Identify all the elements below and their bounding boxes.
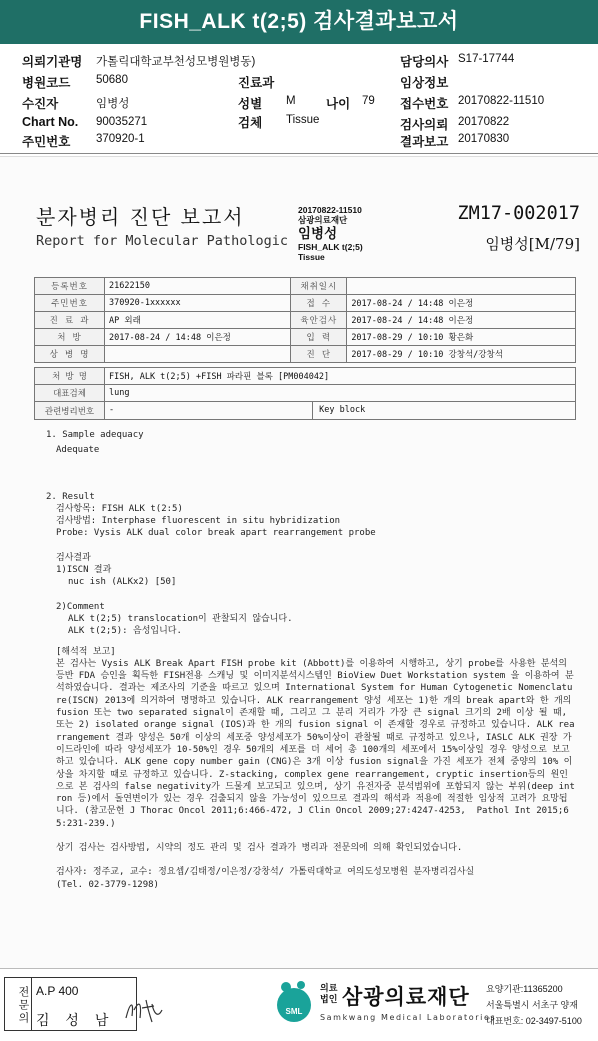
specialist-stamp-label: 전문의 [4,977,32,1031]
hospital-value: 가톨릭대학교부천성모병원병동) [96,56,256,68]
row-value-left: 21622150 [105,278,291,295]
ref-cell [105,402,576,420]
sex-value: M [286,95,296,107]
row-value-right: 2017-08-29 / 10:10 강창석/강창석 [347,346,576,363]
code-value: 50680 [96,74,128,86]
header-divider [0,153,598,154]
report-body [46,429,576,891]
test-method: 검사방법: Interphase fluorescent in situ hybridization [56,516,341,527]
doctor-label: 담당의사 [400,55,449,69]
report-patient: 임병성[M/79] [485,235,580,253]
sex-label: 성별 [238,97,263,111]
report-date-label: 결과보고 [400,135,449,149]
section-result-title: 2. Result [46,491,95,502]
ap-number: A.P 400 [36,984,79,998]
request-label: 검사의뢰 [400,118,449,132]
registration-row [35,312,576,329]
row-value-right: 2017-08-24 / 14:48 이은정 [347,312,576,329]
specialist-stamp [32,977,137,1031]
scanned-report [0,156,598,968]
row-label-right: 육안검사 [291,312,347,329]
row-label-right: 채취일시 [291,278,347,295]
row-value-left: 370920-1xxxxxx [105,295,291,312]
row-label-left: 진 료 과 [35,312,105,329]
label-specimen: Tissue [298,252,325,262]
age-value: 79 [362,95,375,107]
sml-logo-text: SML [285,1007,303,1016]
comment-line-2: ALK t(2;5): 음성입니다. [68,626,182,637]
row-label-right: 입 력 [291,329,347,346]
logo-name-en: Samkwang Medical Laboratories [320,1013,497,1022]
institution-code: 요양기관:11365200 [486,984,563,994]
receipt-value: 20170822-11510 [458,95,545,107]
specimen-label: 검체 [238,116,263,130]
row-label-right: 진 단 [291,346,347,363]
ref-label: 관련병리번호 [35,402,105,420]
result-title: 검사결과 [56,552,91,563]
row-label-left: 등록번호 [35,278,105,295]
specimen-value: Tissue [286,114,320,126]
doctor-value: S17-17744 [458,53,515,65]
interpretation-title: [해석적 보고] [56,646,116,657]
test-probe: Probe: Vysis ALK dual color break apart rearrangement probe [56,528,376,539]
patient-label: 수진자 [22,97,59,111]
specialist-name: 김 성 남 [36,1012,115,1028]
clinical-label: 임상정보 [400,76,449,90]
row-value-right [347,278,576,295]
rrn-label: 주민번호 [22,135,71,149]
interpretation-text: 본 검사는 Vysis ALK Break Apart FISH probe kit (Abbott)를 이용하여 시행하고, 상기 probe를 사용한 분석의 등반 FDA 승인을 획득한 FISH전용 스캐닝 및 이미지분석시스템인 BioView Duet Workstation system 을 이용하여 분석하였습니다. 결과는 제조사의 기준을 따르고 있으며 International System for Human Cytogenetic Nomenclature(ISCN) 2013에 의거하여 명명하고 있습니다. ALK rearrangement 양성 세포는 1)한 개의 break apart와 한 개의 fusion 또는 two separated signal이 존재할 때, 그리고 그 분리 거리가 가장 큰 signal 크기의 2배 이상 될 때, 또는 2) isolated orange signal (IOS)과 한 개의 fusion signal 이 존재할 경우로 규정하고 있습니다. ALK rearrangement 결과 양성은 50개 이상의 세포중 양성세포가 50%이상이 관찰될 때로 규정하고 있으나, IASLC ALK 권장 가이드라인에 따라 양성세포가 10-50%인 경우 50개의 세포를 더 세어 총 100개의 세포에서 15%이상일 경우 양성으로 보고하고 있습니다. ALK gene copy number gain (CNG)은 3개 이상 fusion signal을 가진 세포가 전체 중양의 10% 이상을 차지할 때로 규정하고 있습니다. Z-stacking, complex gene rearrangement, cryptic insertion등의 원인으로 본 검사의 false negativity가 드물게 보고되고 있으며, 상기 유전자중 분석범위에 포함되지 않는 부위(deep intron 등)에서 돌연변이가 있는 경우 검출되지 않을 가능성이 있으므로 결과의 해석과 적용에 적절한 임상적 고려가 요망됩니다. (참고문헌 J Thorac Oncol 2011;6:466-472, J Clin Oncol 2009;27:4247-4253, Pathol Int 2015;65:231-239.) [56,658,577,829]
iscn-title: 1)ISCN 결과 [56,565,112,576]
staff-text: 검사자: 정주교, 교수: 정요셉/김태정/이은정/강창석/ 가톨릭대학교 여의도성모병원 분자병리검사실 [56,867,475,878]
logo-corp: 의료 법인 [320,983,338,1004]
registration-table [34,277,576,363]
patient-value: 임병성 [96,98,130,110]
main-phone: 대표번호: 02-3497-5100 [486,1016,582,1026]
registration-row [35,346,576,363]
row-value-left [105,346,291,363]
chart-value: 90035271 [96,116,148,128]
logo-name-ko: 삼광의료재단 [342,985,470,1009]
section-adequacy-title: 1. Sample adequacy [46,430,144,440]
row-label-left: 처 방 [35,329,105,346]
report-title-ko: 분자병리 진단 보고서 [36,205,245,229]
row-value-left: AP 외래 [105,312,291,329]
footer [0,968,598,1041]
contact-info [486,981,582,1029]
site-value: lung [105,385,576,402]
report-date-value: 20170830 [458,133,510,145]
order-table [34,367,576,420]
report-title-en: Report for Molecular Pathologic [36,233,288,249]
rrn-value: 370920-1 [96,133,145,145]
confirmation-text: 상기 검사는 검사방법, 시약의 정도 관리 및 검사 결과가 병리과 전문의에 의해 확인되었습니다. [56,843,463,854]
keyblock-label: Key block [312,402,365,419]
label-test: FISH_ALK t(2;5) [298,242,363,252]
iscn-value: nuc ish (ALKx2) [50] [68,577,177,588]
report-title: FISH_ALK t(2;5) 검사결과보고서 [0,0,598,44]
row-label-left: 주민번호 [35,295,105,312]
section-adequacy-value: Adequate [56,445,100,456]
row-label-left: 상 병 명 [35,346,105,363]
request-value: 20170822 [458,116,510,128]
row-value-left: 2017-08-24 / 14:48 이은정 [105,329,291,346]
label-receipt: 20170822-11510 [298,205,362,215]
chart-label: Chart No. [22,115,79,129]
report-number: ZM17-002017 [457,203,580,224]
row-label-right: 접 수 [291,295,347,312]
comment-title: 2)Comment [56,601,105,612]
signature-icon [124,996,164,1024]
site-label: 대표검체 [35,385,105,402]
lab-phone: (Tel. 02-3779-1298) [56,879,159,890]
ref-value: - [109,405,115,415]
comment-line-1: ALK t(2;5) translocation이 관찰되지 않습니다. [68,613,293,624]
registration-row [35,278,576,295]
hospital-label: 의뢰기관명 [22,55,83,69]
dept-label: 진료과 [238,76,275,90]
row-value-right: 2017-08-29 / 10:10 황은화 [347,329,576,346]
label-name: 임병성 [298,226,338,241]
order-value: FISH, ALK t(2;5) +FISH 파라핀 블록 [PM004042] [105,368,576,385]
code-label: 병원코드 [22,76,71,90]
test-item: 검사항목: FISH ALK t(2:5) [56,503,183,514]
order-label: 처 방 명 [35,368,105,385]
age-label: 나이 [326,97,351,111]
address: 서울특별시 서초구 양재 [486,1000,578,1010]
label-org: 삼광의료재단 [298,215,348,225]
registration-row [35,329,576,346]
row-value-right: 2017-08-24 / 14:48 이은정 [347,295,576,312]
registration-row [35,295,576,312]
patient-label-box [298,205,363,262]
receipt-label: 접수번호 [400,97,449,111]
